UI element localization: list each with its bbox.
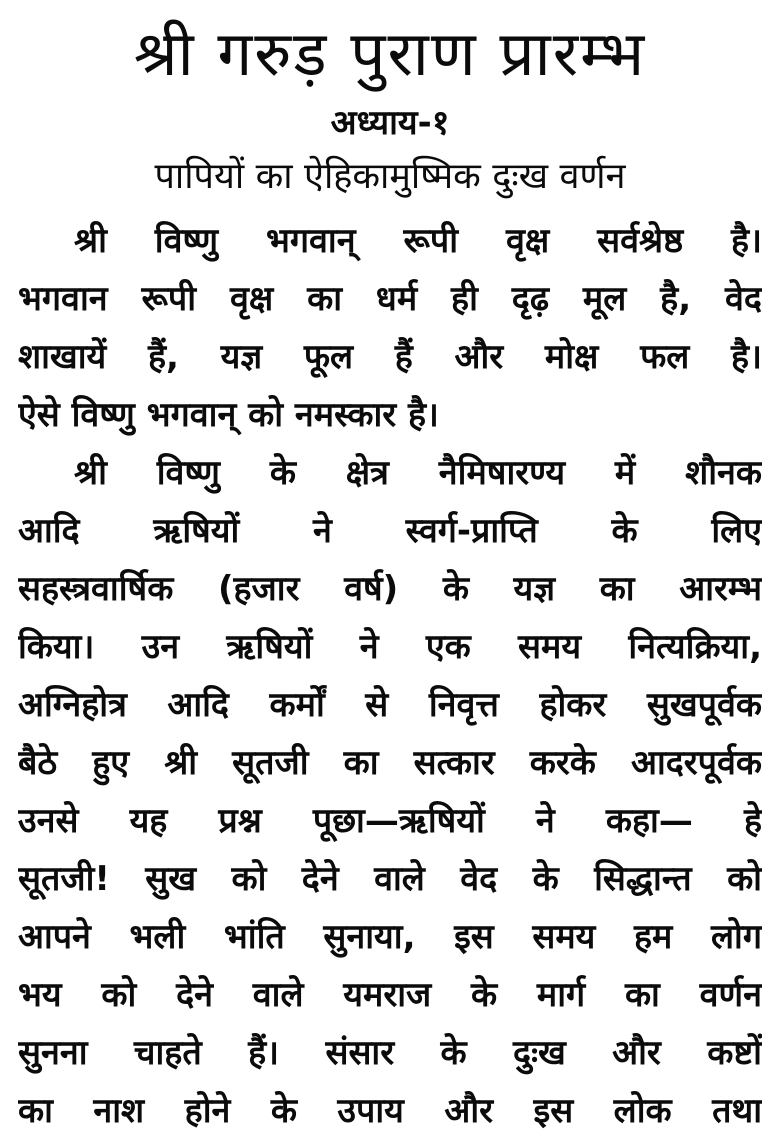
chapter-subtitle: पापियों का ऐहिकामुष्मिक दुःख वर्णन [154,156,626,197]
text-line: का नाश होने के उपाय और इस लोक तथा [18,1091,762,1131]
paragraph-1 [18,212,762,444]
paragraph-2 [18,444,762,1140]
chapter-heading: अध्याय-१ [330,103,450,143]
text-line: सुनना चाहते हैं। संसार के दुःख और कष्टों [18,1033,762,1073]
text-line: शाखायें हैं, यज्ञ फूल हैं और मोक्ष फल है। [18,337,762,377]
text-line: उनसे यह प्रश्न पूछा—ऋषियों ने कहा— हे [18,801,762,841]
text-line: बैठे हुए श्री सूतजी का सत्कार करके आदरपूर्वक [18,743,762,783]
text-line: अग्निहोत्र आदि कर्मों से निवृत्त होकर सुखपूर्वक [18,685,762,725]
text-line: श्री विष्णु भगवान् रूपी वृक्ष सर्वश्रेष्ठ है। [74,221,762,261]
text-line: सूतजी! सुख को देने वाले वेद के सिद्धान्त को [18,859,762,899]
text-line: श्री विष्णु के क्षेत्र नैमिषारण्य में शौनक [74,453,762,493]
text-line: आदि ऋषियों ने स्वर्ग-प्राप्ति के लिए [18,511,762,551]
text-line: आपने भली भांति सुनाया, इस समय हम लोग [18,917,762,957]
text-line: किया। उन ऋषियों ने एक समय नित्यक्रिया, [18,627,762,667]
page-title: श्री गरुड़ पुराण प्रारम्भ [133,17,647,90]
text-line: सहस्त्रवार्षिक (हजार वर्ष) के यज्ञ का आरम्भ [18,569,762,609]
text-line: ऐसे विष्णु भगवान् को नमस्कार है। [18,395,439,435]
text-line: भगवान रूपी वृक्ष का धर्म ही दृढ़ मूल है, वेद [18,279,762,319]
text-line: भय को देने वाले यमराज के मार्ग का वर्णन [18,975,762,1015]
